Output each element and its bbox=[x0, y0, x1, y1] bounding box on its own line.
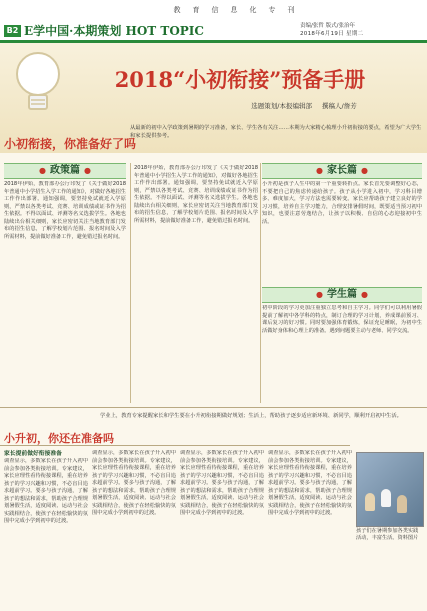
photo-figure bbox=[397, 495, 407, 513]
parent-text: 小升初是孩子人生中的第一个重要转折点。家长首先要调整好心态，不要把自己的焦虑传递给孩子。孩子从小学进入初中，学习科目增多、难度加大，学习方法也需要转变。家长应帮助孩子建立良好的学习习惯，培养自主学习能力，合理安排暑假时间，既要适当预习初中知识，也要注意劳逸结合，让孩子以积极、自信的心态迎接初中生活。 bbox=[262, 181, 422, 225]
column-divider bbox=[130, 163, 131, 403]
policy-text-cont: 2018年伊始，教育部办公厅印发了《关于做好2018年普通中小学招生入学工作的通知》，对做好各地招生工作作出部署。通知强调，要坚持免试就近入学原则，严禁以各类考试、竞赛、培训成绩或证书作为招生依据。不得以面试、评测等名义选拔学生。各地也陆续出台相关细则，家长应密切关注当地教育部门发布的招生信息，了解学校划片范围、报名时间及入学所需材料，提前做好准备工作，避免错过报名时间。 bbox=[134, 165, 258, 224]
page-number: B2 bbox=[4, 25, 21, 37]
bottom-text-4: 调查显示，多数家长在孩子升入初中前会参加各类衔接培训。专家建议，家长应理性看待衔接课程，重在培养孩子的学习兴趣和习惯，不必盲目追求超前学习。要多与孩子沟通，了解孩子的想法和需求，帮助孩子合理规划暑假生活，适度阅读、运动与社会实践相结合，使孩子在轻松愉快的氛围中完成小学到初中的过渡。 bbox=[268, 450, 352, 516]
policy-text: 2018年伊始，教育部办公厅印发了《关于做好2018年普通中小学招生入学工作的通知》，对做好各地招生工作作出部署。通知强调，要坚持免试就近入学原则，严禁以各类考试、竞赛、培训成绩或证书作为招生依据。不得以面试、评测等名义选拔学生。各地也陆续出台相关细则，家长应密切关注当地教育部门发布的招生信息，了解学校划片范围、报名时间及入学所需材料，提前做好准备工作，避免错过报名时间。 bbox=[4, 181, 126, 240]
photo-caption: 孩子们在暑期参加各类实践活动，丰富生活。资料图片 bbox=[356, 528, 419, 542]
section-rule bbox=[0, 407, 427, 408]
bottom-text-3: 调查显示，多数家长在孩子升入初中前会参加各类衔接培训。专家建议，家长应理性看待衔接课程，重在培养孩子的学习兴趣和习惯，不必盲目追求超前学习。要多与孩子沟通，了解孩子的想法和需求，帮助孩子合理规划暑假生活，适度阅读、运动与社会实践相结合，使孩子在轻松愉快的氛围中完成小学到初中的过渡。 bbox=[180, 450, 264, 516]
bottom-text-1: 调查显示，多数家长在孩子升入初中前会参加各类衔接培训。专家建议，家长应理性看待衔接课程，重在培养孩子的学习兴趣和习惯，不必盲目追求超前学习。要多与孩子沟通，了解孩子的想法和需求，帮助孩子合理规划暑假生活，适度阅读、运动与社会实践相结合，使孩子在轻松愉快的氛围中完成小学到初中的过渡。 bbox=[4, 458, 88, 524]
byline-planning: 选题策划/本报编辑部 bbox=[251, 102, 312, 110]
bottom-headline: 小升初，你还在准备吗 bbox=[4, 432, 114, 445]
header-meta bbox=[300, 22, 422, 38]
news-photo bbox=[356, 452, 424, 527]
student-heading: ● 学生篇 ● bbox=[262, 287, 422, 303]
photo-figure bbox=[365, 493, 375, 511]
parent-heading: ● 家长篇 ● bbox=[262, 163, 422, 179]
lightbulb-icon bbox=[12, 48, 64, 116]
photo-figure bbox=[381, 489, 391, 507]
parent-heading-label: 家长篇 bbox=[327, 165, 357, 176]
feature-intro: 从最新的初中入学政策到暑期的学习准备，家长、学生各有关注……本期为大家精心梳理小升初衔接的要点，希望为广大学生和家长提供参考。 bbox=[130, 125, 422, 139]
section-title: E学中国·本期策划 HOT TOPIC bbox=[24, 24, 204, 38]
feature-title: 2018“小初衔接”预备手册 bbox=[114, 67, 366, 92]
editor-credit: 责编/张哲 版式/张治年 bbox=[300, 23, 355, 29]
bottom-text-2: 调查显示，多数家长在孩子升入初中前会参加各类衔接培训。专家建议，家长应理性看待衔接课程，重在培养孩子的学习兴趣和习惯，不必盲目追求超前学习。要多与孩子沟通，了解孩子的想法和需求，帮助孩子合理规划暑假生活，适度阅读、运动与社会实践相结合，使孩子在轻松愉快的氛围中完成小学到初中的过渡。 bbox=[92, 450, 176, 516]
byline-writer: 撰稿人/詹芳 bbox=[322, 102, 357, 110]
bottom-intro: 学业上，教育专家提醒家长和学生要在小升初衔接期做好规划；生活上，帮助孩子逐步适应新环境、新同学，顺利开启初中生活。 bbox=[100, 413, 402, 419]
feature-kicker: 小初衔接，你准备好了吗 bbox=[4, 137, 137, 151]
bottom-subhead: 家长提前做好衔接准备 bbox=[4, 451, 62, 457]
column-divider bbox=[260, 163, 261, 403]
student-text: 初中阶段的学习更加注重独立思考和自主学习。同学们可以利用暑假提前了解初中各学科的特点，制订合理的学习计划，养成课前预习、课后复习的好习惯。同时要加强体育锻炼，保证充足睡眠，为初中生活做好身体和心理上的准备。遇到问题要主动与老师、同学交流。 bbox=[262, 305, 422, 334]
policy-heading: ● 政策篇 ● bbox=[4, 163, 126, 179]
byline bbox=[180, 101, 420, 110]
masthead-topline: 教育信息化专刊 bbox=[173, 6, 307, 14]
student-heading-label: 学生篇 bbox=[327, 289, 357, 300]
section-rule bbox=[0, 445, 350, 446]
policy-heading-label: 政策篇 bbox=[50, 165, 80, 176]
issue-date: 2018年6月19日 星期二 bbox=[300, 31, 364, 37]
